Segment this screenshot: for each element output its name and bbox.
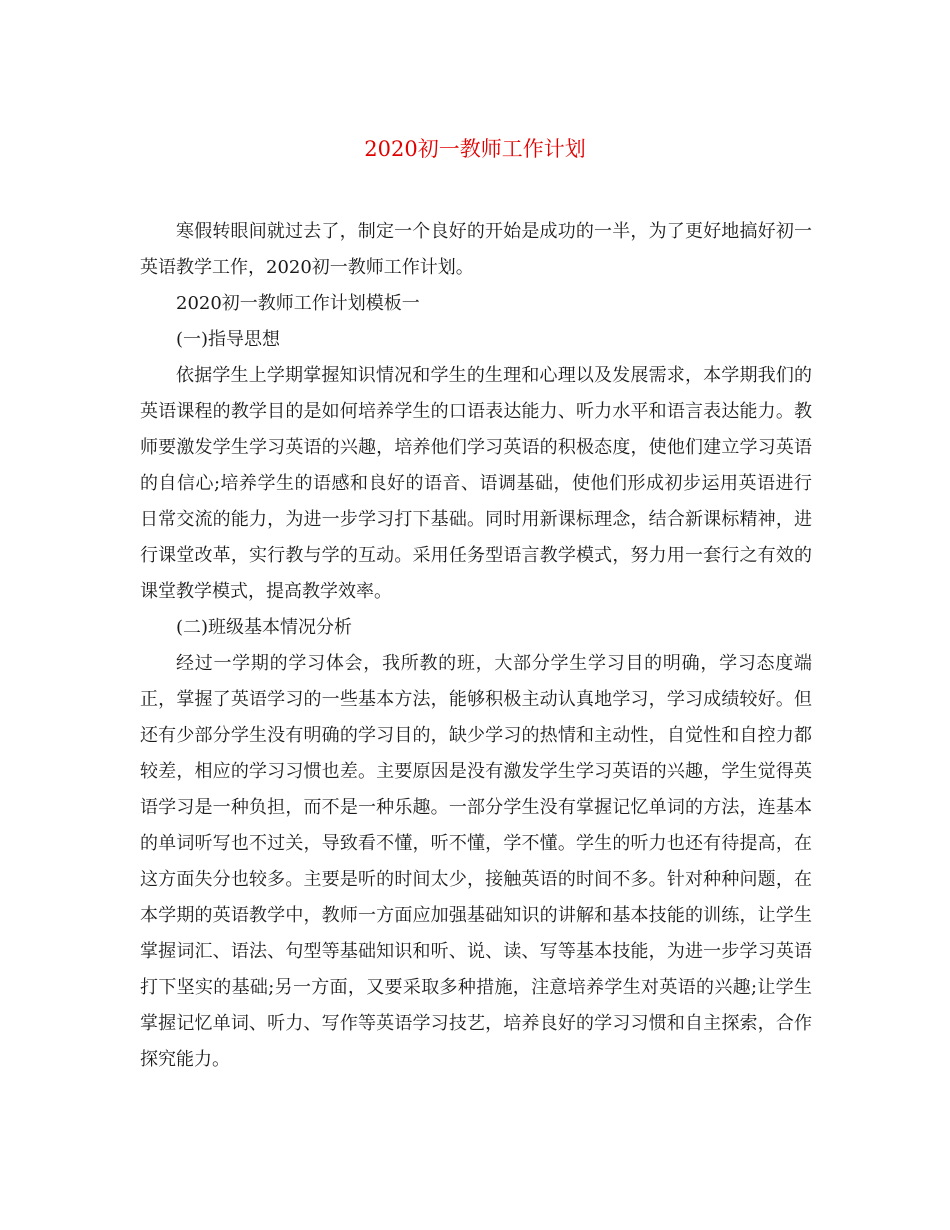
template-heading: 2020初一教师工作计划模板一 <box>176 293 420 314</box>
guiding-thought-paragraph: 依据学生上学期掌握知识情况和学生的生理和心理以及发展需求，本学期我们的英语课程的教学目的是如何培养学生的口语表达能力、听力水平和语言表达能力。教师要激发学生学习英语的兴趣，培养他们学习英语的积极态度，使他们建立学习英语的自信心;培养学生的语感和良好的语音、语调基础，使他们形成初步运用英语进行日常交流的能力，为进一步学习打下基础。同时用新课标理念，结合新课标精神，进行课堂改革，实行教与学的互动。采用任务型语言教学模式，努力用一套行之有效的课堂教学模式，提高教学效率。 <box>140 365 812 602</box>
document-title: 2020初一教师工作计划 <box>364 137 586 161</box>
section-heading-class-analysis: (二)班级基本情况分析 <box>176 617 353 638</box>
section-heading-guiding-thought: (一)指导思想 <box>176 329 281 350</box>
class-analysis-paragraph: 经过一学期的学习体会，我所教的班，大部分学生学习目的明确，学习态度端正，掌握了英语学习的一些基本方法，能够积极主动认真地学习，学习成绩较好。但还有少部分学生没有明确的学习目的，缺少学习的热情和主动性，自觉性和自控力都较差，相应的学习习惯也差。主要原因是没有激发学生学习英语的兴趣，学生觉得英语学习是一种负担，而不是一种乐趣。一部分学生没有掌握记忆单词的方法，连基本的单词听写也不过关，导致看不懂，听不懂，学不懂。学生的听力也还有待提高，在这方面失分也较多。主要是听的时间太少，接触英语的时间不多。针对种种问题，在本学期的英语教学中，教师一方面应加强基础知识的讲解和基本技能的训练，让学生掌握词汇、语法、句型等基础知识和听、说、读、写等基本技能，为进一步学习英语打下坚实的基础;另一方面，又要采取多种措施，注意培养学生对英语的兴趣;让学生掌握记忆单词、听力、写作等英语学习技艺，培养良好的学习习惯和自主探索，合作探究能力。 <box>140 653 812 1070</box>
intro-paragraph: 寒假转眼间就过去了，制定一个良好的开始是成功的一半，为了更好地搞好初一英语教学工作，2020初一教师工作计划。 <box>140 221 812 278</box>
document-body <box>140 214 812 1078</box>
